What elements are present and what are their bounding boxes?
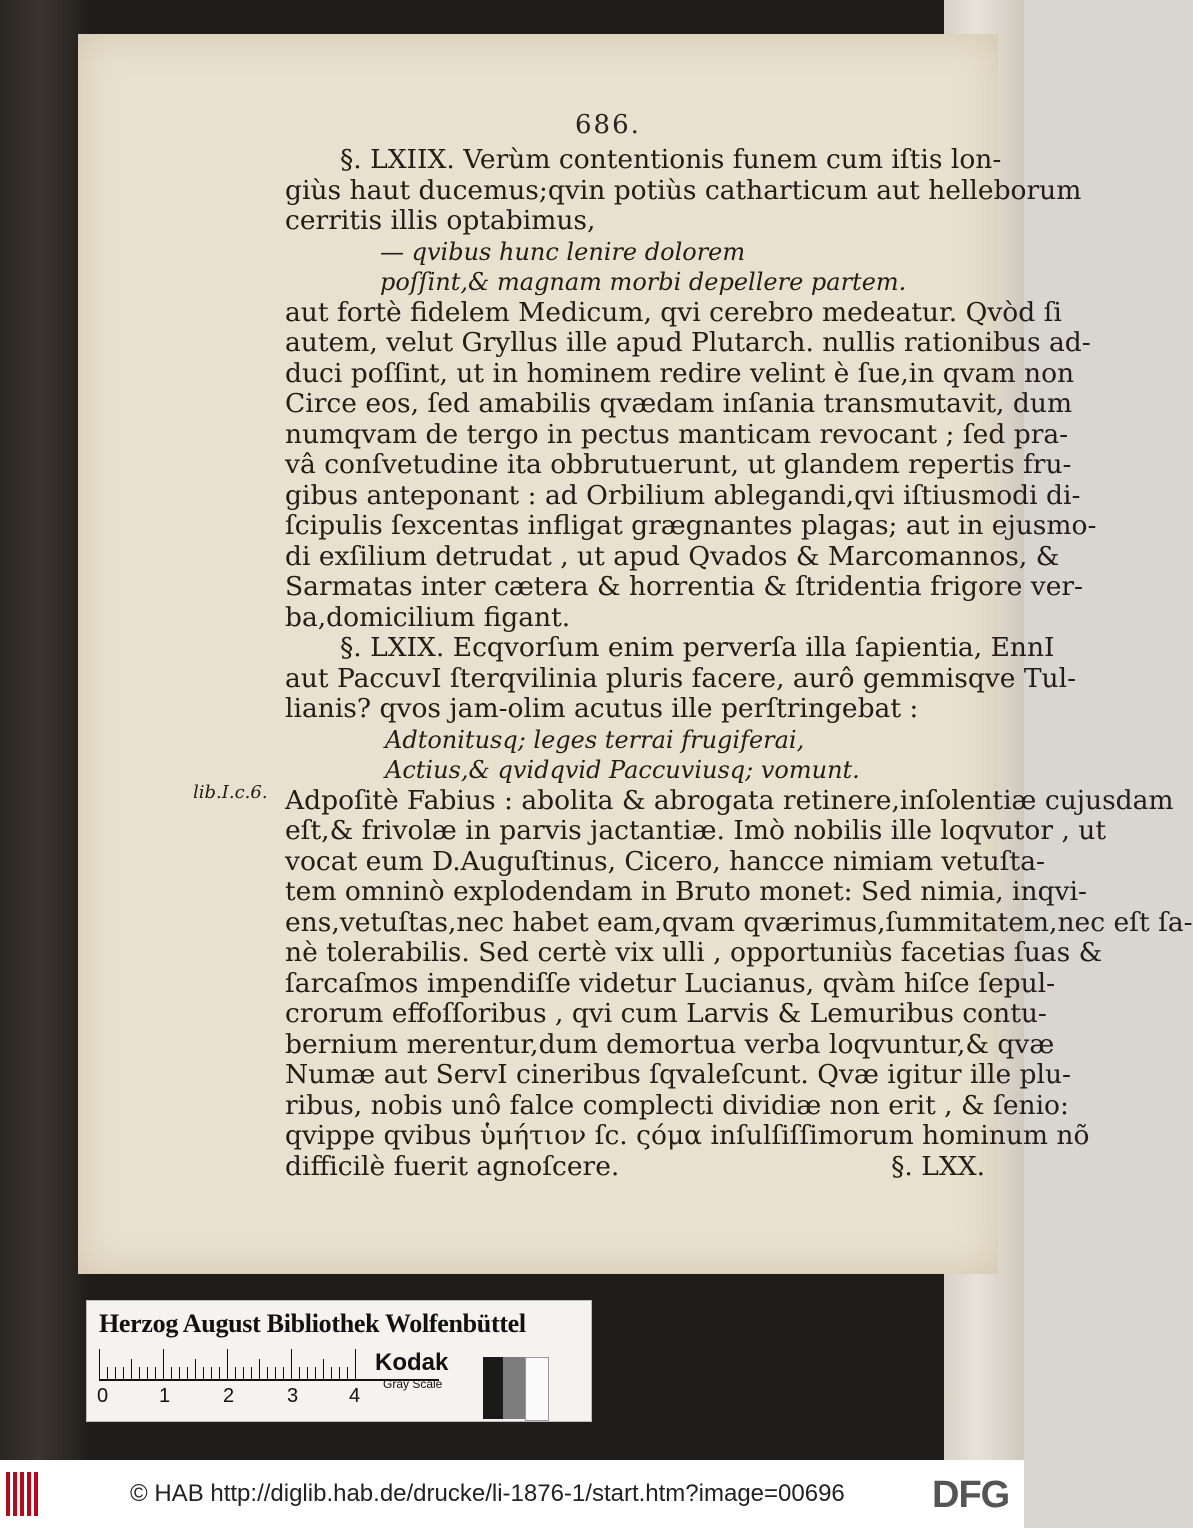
text-line: §. LXIIX. Verùm contentionis funem cum iſtis lon-: [340, 144, 1002, 175]
text-line: ba,domicilium figant.: [285, 601, 571, 633]
text-line: vocat eum D.Auguſtinus, Cicero, hancce nimiam vetuſta-: [285, 845, 1045, 877]
text-line: Circe eos, ſed amabilis qvædam inſania transmutavit, dum: [285, 388, 1073, 419]
text-line: nè tolerabilis. Sed certè vix ulli , opportuniùs facetias ſuas &: [285, 937, 1103, 968]
text-line: numqvam de tergo in pectus manticam revocant ; ſed pra-: [285, 418, 1069, 450]
text-line: ribus, nobis unô falce complecti dividiæ non erit , & ſenio:: [285, 1089, 1069, 1121]
verse-line: Adtonitusq; leges terrai frugiferai,: [385, 725, 805, 754]
scale-number: 0: [97, 1385, 109, 1407]
verse-line: Actius,& qvidqvid Paccuviusq; vomunt.: [385, 756, 860, 784]
text-line: ſarcaſmos impendiſſe videtur Lucianus, qvàm hiſce ſepul-: [285, 967, 1056, 999]
verse-line: poſſint,& magnam morbi depellere partem.: [380, 268, 907, 296]
text-line: duci poſſint, ut in hominem redire velint è ſue,in qvam non: [285, 357, 1075, 389]
text-line: Adpoſitè Fabius : abolita & abrogata retinere,inſolentiæ cujusdam: [285, 784, 1174, 816]
viewer-footer: [0, 1460, 1024, 1528]
text-line: gibus anteponant : ad Orbilium ablegandi,qvi iſtiusmodi di-: [285, 479, 1081, 511]
text-line: eſt,& frivolæ in parvis jactantiæ. Imò nobilis ille loqvutor , ut: [285, 815, 1107, 846]
hab-logo-icon: [6, 1472, 40, 1516]
dfg-logo: DFG: [932, 1474, 1010, 1516]
text-line: qvippe qvibus ὑμήτιον ſc. ςόμα inſulſiſſimorum hominum nõ: [285, 1120, 1090, 1151]
catchword: §. LXX.: [891, 1150, 985, 1182]
scale-number: 3: [287, 1385, 299, 1407]
text-line: di exſilium detrudat , ut apud Qvados & Marcomannos, &: [285, 540, 1060, 572]
text-line: Sarmatas inter cætera & horrentia & ſtridentia frigore ver-: [285, 571, 1084, 602]
text-line: Numæ aut ServI cineribus ſqvaleſcunt. Qvæ igitur ille plu-: [285, 1059, 1072, 1090]
text-line: vâ conſvetudine ita obbrutuerunt, ut glandem repertis fru-: [285, 449, 1072, 480]
text-line: bernium merentur,dum demortua verba loqvuntur,& qvæ: [285, 1028, 1055, 1060]
gray-patch-mid: [503, 1357, 525, 1419]
text-line: aut PaccuvI ſterqvilinia pluris facere, aurô gemmisqve Tul-: [285, 662, 1077, 694]
text-line: crorum effoſſoribus , qvi cum Larvis & Lemuribus contu-: [285, 998, 1047, 1029]
text-line: ſcipulis ſexcentas infligat grægnantes plagas; aut in ejusmo-: [285, 510, 1097, 541]
kodak-logo: Kodak: [375, 1349, 449, 1376]
kodak-subtitle: Gray Scale: [383, 1377, 443, 1391]
text-line: tem omninò explodendam in Bruto monet: Sed nimia, inqvi-: [285, 876, 1087, 907]
text-line: §. LXIX. Ecqvorſum enim perverſa illa ſapientia, EnnI: [340, 632, 1055, 663]
scale-number: 4: [349, 1385, 361, 1407]
copyright-link[interactable]: © HAB http://diglib.hab.de/drucke/li-1876-1/start.htm?image=00696: [130, 1480, 845, 1507]
page-text: [285, 144, 1193, 1182]
scale-number: 2: [223, 1385, 235, 1407]
verse-line: — qvibus hunc lenire dolorem: [380, 237, 746, 266]
text-line: aut fortè fidelem Medicum, qvi cerebro medeatur. Qvòd ſi: [285, 296, 1062, 328]
color-reference-card: [86, 1300, 592, 1422]
text-line: [285, 1152, 985, 1183]
gray-patch-white: [525, 1357, 549, 1421]
margin-note: lib.I.c.6.: [193, 782, 268, 803]
text-line: autem, velut Gryllus ille apud Plutarch. nullis rationibus ad-: [285, 327, 1091, 358]
library-name: Herzog August Bibliothek Wolfenbüttel: [99, 1309, 526, 1338]
text-line-end: difficilè fuerit agnoſcere.: [285, 1150, 620, 1182]
text-line: ens,vetuſtas,nec habet eam,qvam qværimus,ſummitatem,nec eſt ſa-: [285, 906, 1193, 938]
scale-number: 1: [159, 1385, 171, 1407]
gray-patch-black: [483, 1357, 503, 1419]
text-line: cerritis illis optabimus,: [285, 205, 596, 236]
text-line: lianis? qvos jam-olim acutus ille perſtringebat :: [285, 693, 919, 724]
text-line: giùs haut ducemus;qvin potiùs catharticum aut helleborum: [285, 174, 1082, 206]
page-number: 686.: [575, 110, 641, 140]
